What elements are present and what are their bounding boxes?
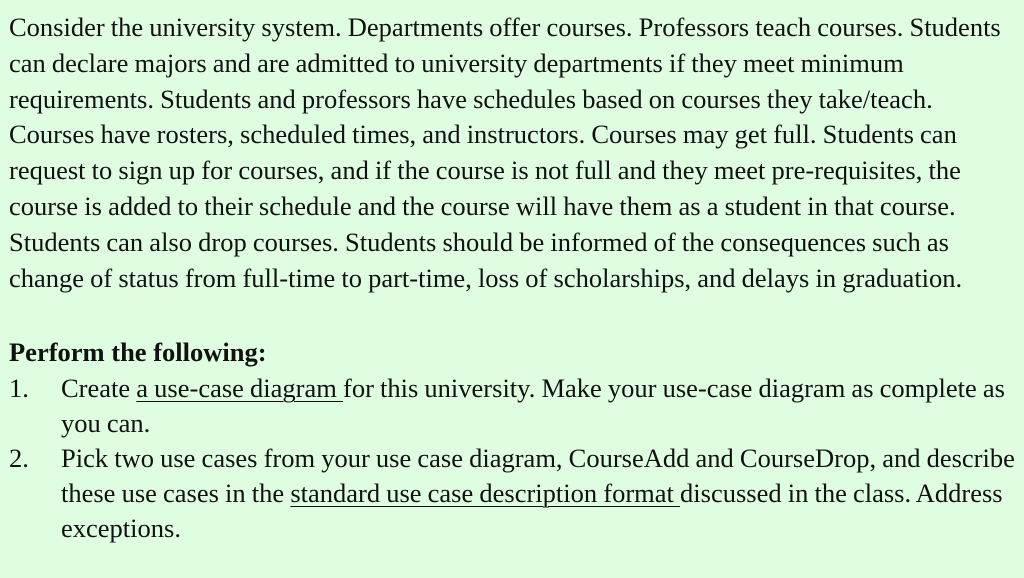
task-item-1 (9, 371, 1024, 441)
instructions-heading: Perform the following: (9, 337, 267, 368)
task-text-1-end: for this university. Make your use-case diagram as complete as you can. (61, 373, 1005, 439)
task-list (9, 371, 1024, 546)
use-case-diagram-underlined-text: a use-case diagram (136, 373, 343, 404)
task-text-1-start: Create (61, 373, 137, 404)
task-text-2-start: Pick two use cases from your use case diagram, CourseAdd and CourseDrop, and describe these use cases in the (61, 443, 1015, 509)
description-format-underlined-text: standard use case description format (290, 478, 681, 509)
task-item-2 (9, 441, 1024, 546)
task-number-1: 1. (9, 373, 29, 404)
task-text-2-end: discussed in the class. Address exceptions. (61, 478, 1003, 544)
task-number-2: 2. (9, 443, 29, 474)
intro-paragraph: Consider the university system. Departments offer courses. Professors teach courses. Students can declare majors and are admitted to university departments if they meet minimum requirements. Students and professors have schedules based on courses they take/teach. Courses have rosters, scheduled times, and instructors. Courses may get full. Students can request to sign up for courses, and if the course is not full and they meet pre-requisites, the course is added to their schedule and the course will have them as a student in that course. Students can also drop courses. Students should be informed of the consequences such as change of status from full-time to part-time, loss of scholarships, and delays in graduation. (9, 12, 1001, 293)
